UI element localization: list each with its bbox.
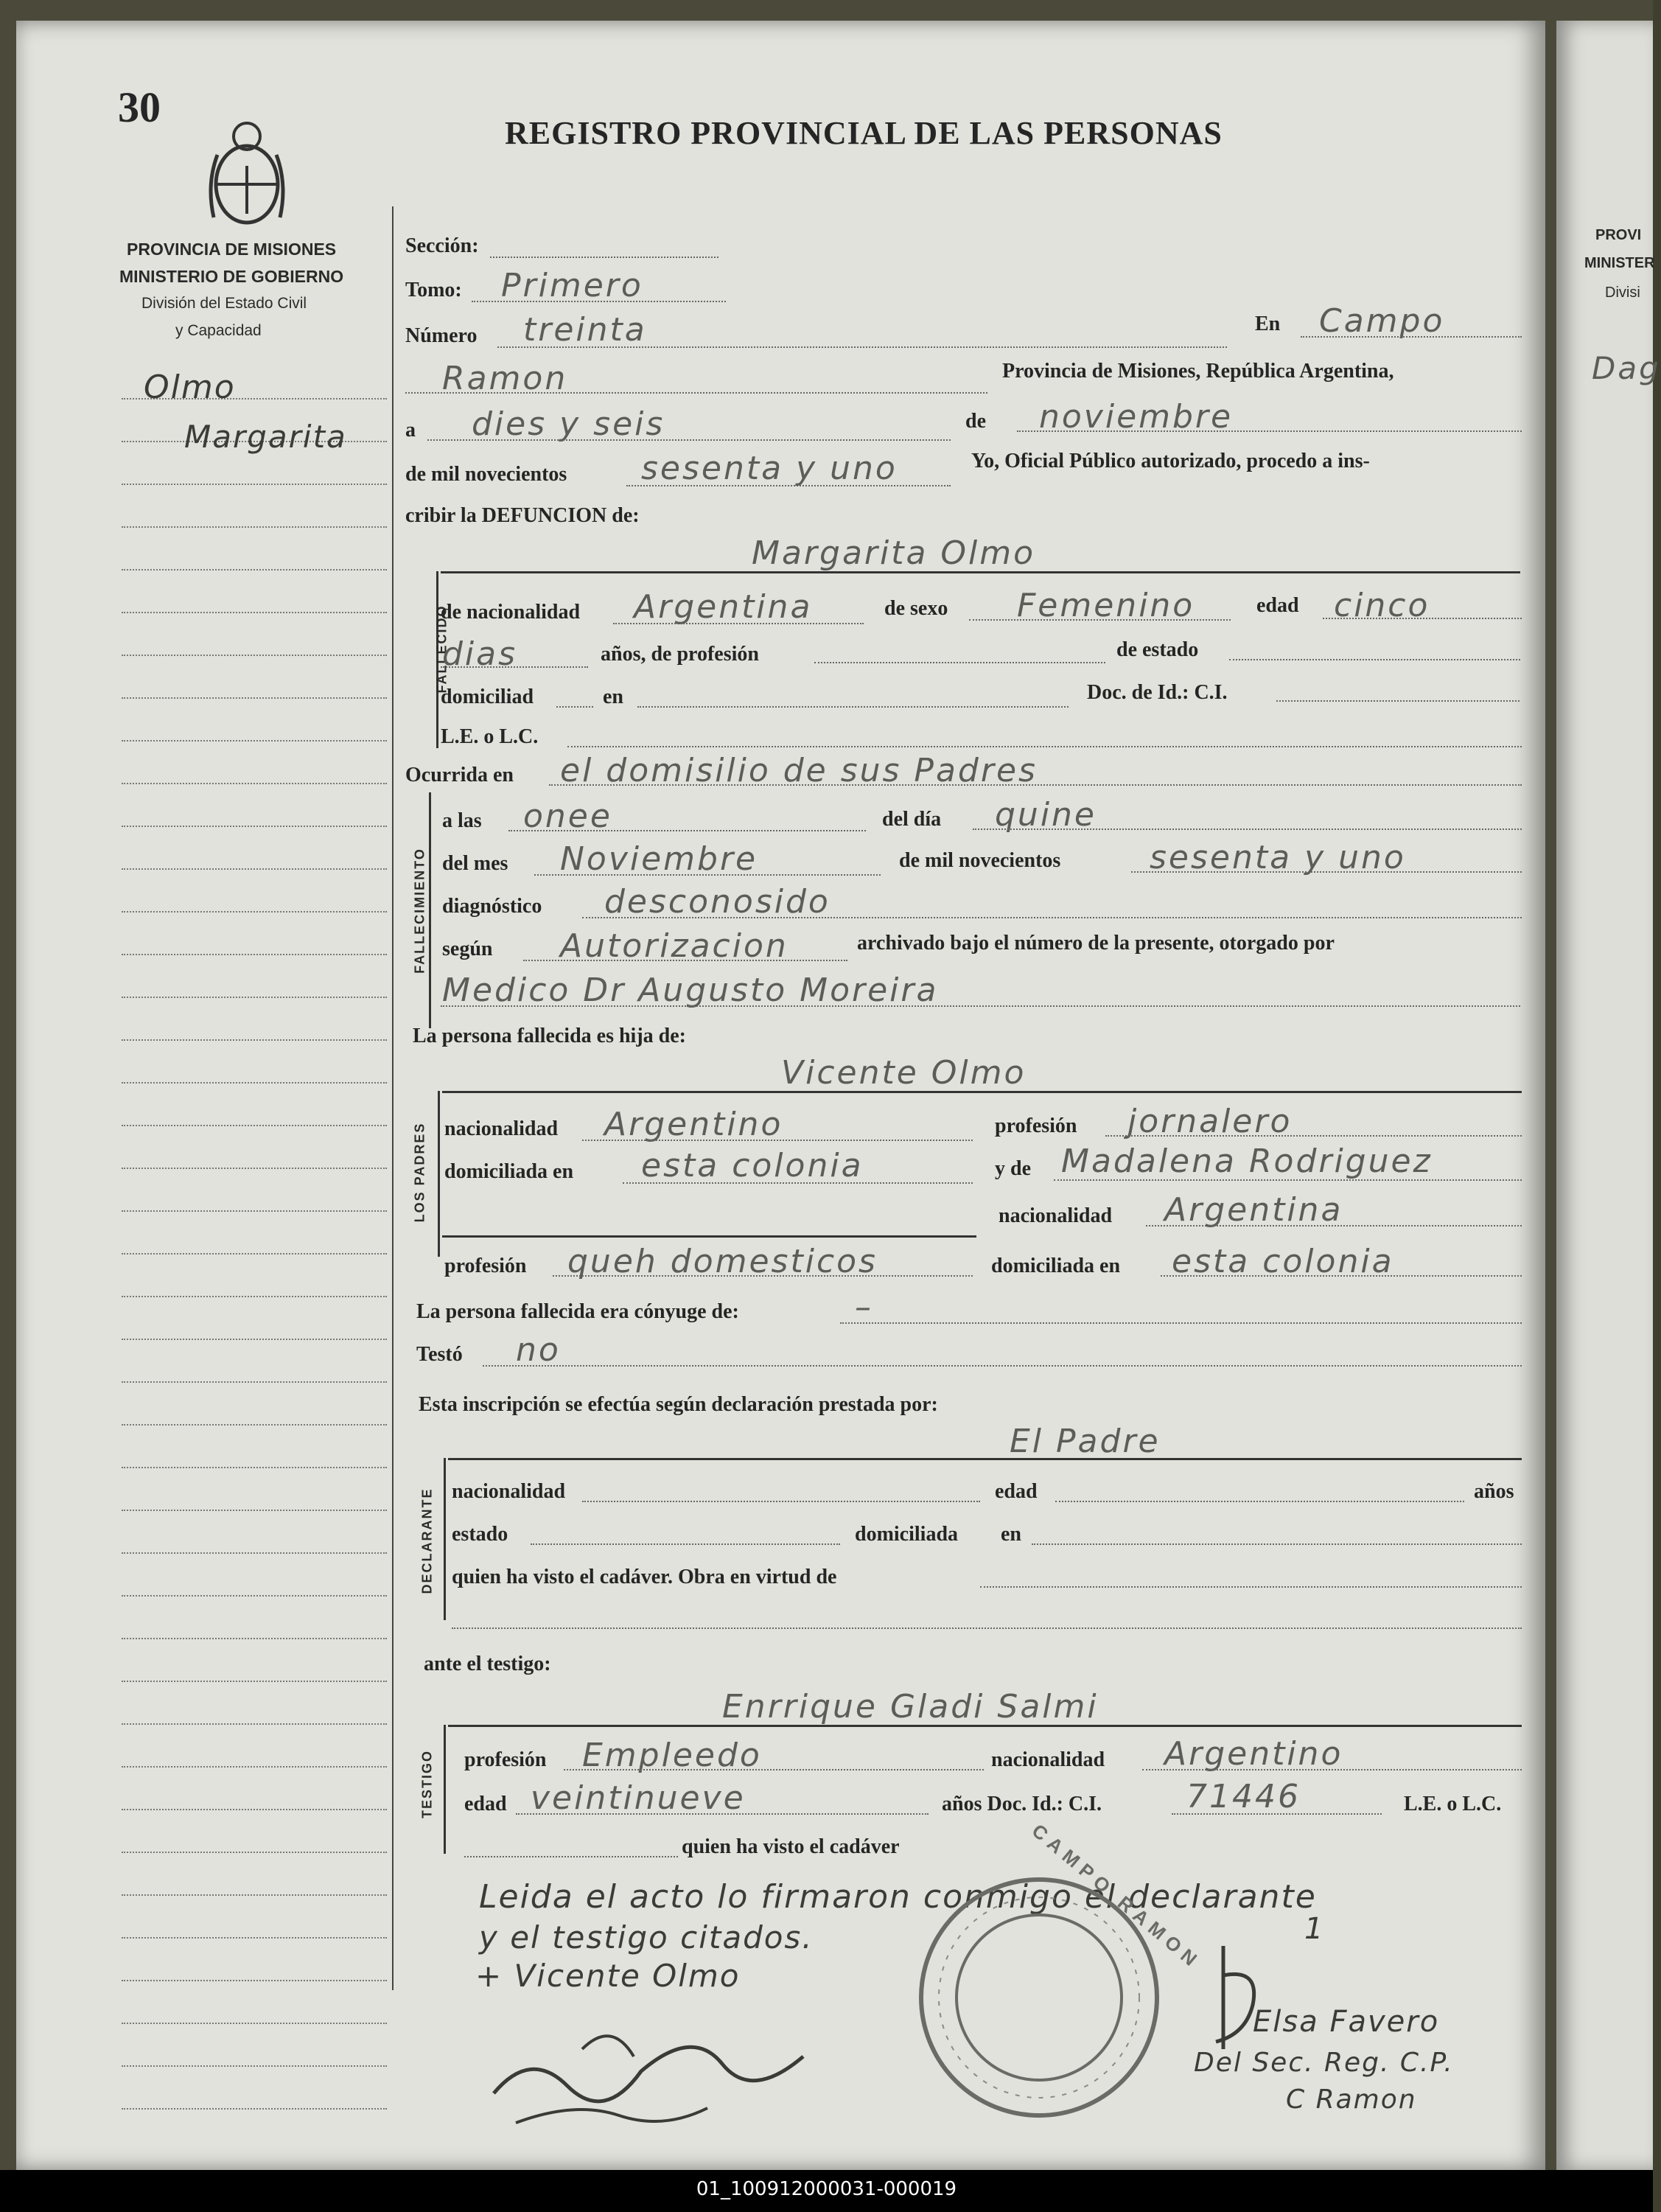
test-profesion-label: profesión [464, 1748, 547, 1771]
margin-rule-line [122, 1723, 387, 1725]
edad-label: edad [1256, 594, 1299, 617]
padre-domicilio-label: domiciliada en [444, 1160, 574, 1183]
segun-value: Autorizacion [560, 927, 788, 965]
fallecido-label: FALLECIDO [434, 604, 450, 694]
margin-rule-line [122, 569, 387, 571]
medico-value: Medico Dr Augusto Moreira [442, 971, 939, 1009]
decl-en-label: en [1001, 1523, 1021, 1546]
de-mil2-label: de mil novecientos [899, 849, 1061, 872]
margin-rule-line [122, 1339, 387, 1340]
lugar-line [405, 392, 987, 394]
sexo-value: Femenino [1017, 587, 1195, 624]
header-ministerio: MINISTERIO DE GOBIERNO [119, 267, 344, 286]
signature-initial: 1 [1304, 1912, 1325, 1946]
page-number: 30 [118, 83, 161, 131]
declarante-name: El Padre [1010, 1423, 1161, 1460]
profesion-line [814, 662, 1105, 663]
estado-label: de estado [1116, 638, 1199, 661]
en-line [1301, 336, 1522, 338]
signature-place: C Ramon [1286, 2084, 1417, 2115]
doc-id-line [1276, 700, 1520, 702]
margin-rule-line [122, 1809, 387, 1810]
padres-bracket [438, 1091, 440, 1257]
header-division: División del Estado Civil [141, 295, 307, 312]
mes-value: noviembre [1039, 398, 1234, 436]
padre-profesion-value: jornalero [1127, 1103, 1293, 1140]
margin-rule-line [122, 954, 387, 955]
en-value: Campo [1319, 302, 1445, 340]
edad-unit-value: dias [442, 635, 518, 673]
decl-visto-label: quien ha visto el cadáver. Obra en virtud de [452, 1566, 837, 1588]
cribir-label: cribir la DEFUNCION de: [405, 504, 640, 527]
margin-rule-line [122, 655, 387, 656]
decl-extra-line [452, 1627, 1522, 1629]
padres-label: LOS PADRES [412, 1122, 427, 1223]
declarante-bracket [444, 1458, 446, 1620]
margin-rule-line [122, 612, 387, 613]
margin-rule-line [122, 1937, 387, 1939]
testigo-top-rule [448, 1725, 1522, 1727]
decl-edad-line [1055, 1501, 1464, 1502]
padre-profesion-label: profesión [995, 1114, 1077, 1137]
declarante-label: DECLARANTE [419, 1487, 435, 1594]
margin-divider [392, 206, 394, 1990]
ocurrida-value: el domisilio de sus Padres [560, 752, 1038, 789]
en2-label: en [603, 685, 623, 708]
signature-declarante-icon [472, 2005, 855, 2152]
dia-fall-value: quine [995, 796, 1097, 834]
hora-line [508, 830, 866, 831]
margin-rule-line [122, 484, 387, 485]
closing-line3: + Vicente Olmo [475, 1958, 741, 1994]
header-provincia: PROVINCIA DE MISIONES [127, 240, 337, 259]
padre-domicilio-line [623, 1182, 973, 1184]
segun-label: según [442, 938, 493, 960]
decl-domiciliada-label: domiciliada [855, 1523, 959, 1546]
a-label: a [405, 419, 416, 442]
madre-nacionalidad-label: nacionalidad [999, 1204, 1113, 1227]
margin-rule-line [122, 1552, 387, 1554]
domicilio-line [637, 706, 1069, 708]
en-label: En [1255, 313, 1281, 335]
medico-line [441, 1005, 1520, 1007]
right-page-handwriting: Dag [1592, 350, 1661, 386]
padre-domicilio-value: esta colonia [641, 1147, 864, 1184]
nacionalidad-value: Argentina [634, 588, 813, 626]
lugar-value: Ramon [442, 360, 568, 397]
tomo-line [472, 301, 726, 302]
margin-rule-line [122, 1296, 387, 1297]
margin-rule-line [122, 826, 387, 827]
le-lc-label: L.E. o L.C. [441, 725, 539, 748]
edad-line [1323, 618, 1522, 619]
madre-name: Madalena Rodriguez [1061, 1142, 1433, 1180]
margin-given-name: Margarita [184, 419, 347, 455]
conyuge-value: – [855, 1288, 873, 1326]
decl-estado-line [531, 1543, 840, 1545]
margin-rule-line [122, 1125, 387, 1126]
decl-anos-label: años [1474, 1480, 1514, 1503]
domiciliad-label: domiciliad [441, 685, 534, 708]
footer-image-id: 01_100912000031-000019 [696, 2178, 957, 2200]
padre-nacionalidad-line [582, 1140, 973, 1141]
closing-line2: y el testigo citados. [479, 1919, 814, 1955]
edad-unit-line [441, 666, 588, 668]
anio-fall-line [1131, 871, 1522, 873]
numero-line [497, 346, 1227, 348]
inscripcion-label: Esta inscripción se efectúa según declaración prestada por: [419, 1393, 938, 1416]
fallecimiento-bracket [429, 792, 431, 1028]
seccion-line [490, 257, 718, 258]
margin-rule-line [122, 1638, 387, 1639]
test-visto-label: quien ha visto el cadáver [682, 1835, 900, 1858]
ante-testigo-label: ante el testigo: [424, 1653, 551, 1675]
dia-fall-line [973, 828, 1522, 830]
testo-value: no [516, 1331, 561, 1369]
diagnostico-line [582, 917, 1522, 918]
de-label: de [965, 410, 986, 433]
test-profesion-value: Empleedo [582, 1737, 762, 1774]
signature-name: Elsa Favero [1253, 2005, 1440, 2039]
margin-surname: Olmo [144, 369, 236, 406]
margin-rule-line [122, 697, 387, 699]
testo-label: Testó [416, 1343, 463, 1366]
right-page-line1: PROVI [1595, 227, 1642, 243]
testigo-name: Enrrique Gladi Salmi [722, 1688, 1099, 1726]
yo-oficial-label: Yo, Oficial Público autorizado, procedo a ins- [971, 450, 1370, 472]
decl-nacionalidad-line [582, 1501, 980, 1502]
margin-rule-line [122, 1082, 387, 1084]
margin-rule-line [122, 1766, 387, 1768]
margin-rule-line [122, 783, 387, 784]
margin-rule-line [122, 1424, 387, 1426]
fallecido-top-rule [441, 571, 1520, 573]
seccion-label: Sección: [405, 234, 479, 257]
edad-value: cinco [1334, 587, 1430, 624]
test-edad-value: veintinueve [531, 1779, 746, 1817]
domiciliad-line [556, 706, 593, 708]
del-dia-label: del día [882, 808, 942, 831]
decl-visto-line [980, 1586, 1522, 1588]
test-ci-line [1172, 1813, 1382, 1815]
header-capacidad: y Capacidad [175, 322, 262, 339]
decl-en-line [1032, 1543, 1522, 1545]
padres-top-rule [442, 1091, 1522, 1093]
madre-line [1054, 1179, 1522, 1181]
padre-nacionalidad-value: Argentino [604, 1106, 783, 1143]
test-le-lc-label: L.E. o L.C. [1404, 1793, 1502, 1815]
nacionalidad-label: de nacionalidad [441, 601, 581, 624]
diagnostico-label: diagnóstico [442, 895, 542, 918]
testigo-label: TESTIGO [419, 1750, 435, 1819]
hija-de-label: La persona fallecida es hija de: [413, 1025, 686, 1047]
conyuge-line [840, 1322, 1522, 1324]
margin-rule-line [122, 1210, 387, 1212]
margin-rule-line [122, 526, 387, 528]
estado-line [1229, 659, 1520, 660]
coat-of-arms-icon [199, 114, 295, 232]
padre-nacionalidad-label: nacionalidad [444, 1117, 559, 1140]
madre-domicilio-line [1161, 1275, 1522, 1277]
madre-profesion-line [553, 1275, 973, 1277]
anio-line [626, 485, 951, 486]
madre-domicilio-label: domiciliada en [991, 1255, 1121, 1277]
le-lc-line [567, 746, 1522, 747]
margin-rule-line [122, 1894, 387, 1896]
margin-rule-line [122, 2108, 387, 2110]
test-anos-doc-label: años Doc. Id.: C.I. [942, 1793, 1102, 1815]
margin-rule-line [122, 997, 387, 998]
test-edad-line [516, 1813, 929, 1815]
del-mes-label: del mes [442, 852, 508, 875]
conyuge-label: La persona fallecida era cónyuge de: [416, 1300, 739, 1323]
margin-rule-line [122, 911, 387, 913]
adjacent-page [1556, 21, 1653, 2170]
ocurrida-label: Ocurrida en [405, 764, 514, 786]
segun-line [523, 960, 847, 961]
signature-official-mark-icon [1194, 1931, 1282, 2064]
madre-profesion-value: queh domesticos [567, 1243, 878, 1280]
y-de-label: y de [995, 1157, 1031, 1180]
margin-rule-line [122, 1681, 387, 1682]
anio-value: sesenta y uno [641, 450, 898, 487]
margin-rule-line [122, 1980, 387, 1981]
padres-mid-rule [442, 1235, 976, 1238]
tomo-label: Tomo: [405, 279, 462, 301]
test-profesion-line [564, 1769, 984, 1770]
madre-nacionalidad-value: Argentina [1164, 1191, 1343, 1229]
margin-rule-line [122, 1852, 387, 1853]
page-title: REGISTRO PROVINCIAL DE LAS PERSONAS [505, 115, 1223, 151]
dia-line [427, 439, 951, 441]
right-page-line2: MINISTER [1584, 255, 1655, 271]
testo-line [483, 1365, 1522, 1367]
test-ci-value: 71446 [1186, 1778, 1301, 1815]
madre-domicilio-value: esta colonia [1172, 1243, 1394, 1280]
test-visto-line [464, 1856, 678, 1857]
mes-fall-line [534, 874, 881, 876]
mes-line [1017, 430, 1522, 432]
de-mil-label: de mil novecientos [405, 463, 567, 486]
decl-edad-label: edad [995, 1480, 1038, 1503]
signature-title: Del Sec. Reg. C.P. [1194, 2048, 1454, 2078]
archivado-label: archivado bajo el número de la presente, otorgado por [857, 932, 1335, 955]
numero-label: Número [405, 324, 478, 347]
stamp-text: CAMPO RAMON [1027, 1819, 1206, 1974]
closing-line1: Leida el acto lo firmaron conmigo el declarante [479, 1878, 1317, 1916]
sexo-label: de sexo [884, 597, 948, 620]
testigo-bracket [444, 1725, 446, 1854]
dia-value: dies y seis [472, 405, 665, 443]
margin-rule-line [122, 1381, 387, 1383]
margin-rule-line [122, 1467, 387, 1468]
profesion-label: años, de profesión [601, 643, 759, 666]
fallecimiento-label: FALLECIMIENTO [412, 848, 427, 974]
hora-value: onee [523, 798, 612, 835]
margin-rule-line [122, 868, 387, 870]
fallecido-name: Margarita Olmo [752, 534, 1036, 572]
madre-profesion-label: profesión [444, 1255, 527, 1277]
decl-nacionalidad-label: nacionalidad [452, 1480, 566, 1503]
margin-rule-line [122, 2065, 387, 2067]
tomo-value: Primero [501, 267, 643, 304]
mes-fall-value: Noviembre [560, 840, 758, 878]
test-nacionalidad-label: nacionalidad [991, 1748, 1105, 1771]
decl-estado-label: estado [452, 1523, 508, 1546]
margin-rule-line [122, 740, 387, 742]
sexo-line [969, 619, 1231, 621]
padre-name: Vicente Olmo [781, 1054, 1027, 1092]
provincia-label: Provincia de Misiones, República Argentina, [1002, 360, 1394, 383]
test-edad-label: edad [464, 1793, 507, 1815]
nacionalidad-line [613, 623, 864, 624]
test-nacionalidad-line [1142, 1769, 1522, 1770]
numero-value: treinta [523, 311, 647, 349]
diagnostico-value: desconosido [604, 883, 831, 921]
anio-fall-value: sesenta y uno [1150, 839, 1406, 876]
test-nacionalidad-value: Argentino [1164, 1735, 1343, 1773]
margin-rule-line [122, 1253, 387, 1255]
a-las-label: a las [442, 809, 482, 832]
doc-id-label: Doc. de Id.: C.I. [1087, 681, 1228, 704]
declarante-top-rule [448, 1458, 1522, 1460]
padre-profesion-line [1105, 1135, 1522, 1137]
madre-nacionalidad-line [1146, 1225, 1522, 1227]
margin-rule-line [122, 1510, 387, 1511]
margin-rule-line [122, 2023, 387, 2024]
right-page-line3: Divisi [1605, 285, 1640, 301]
margin-rule-line [122, 1168, 387, 1169]
margin-rule-line [122, 1595, 387, 1597]
ocurrida-line [549, 784, 1522, 786]
margin-rule-line [122, 1039, 387, 1041]
